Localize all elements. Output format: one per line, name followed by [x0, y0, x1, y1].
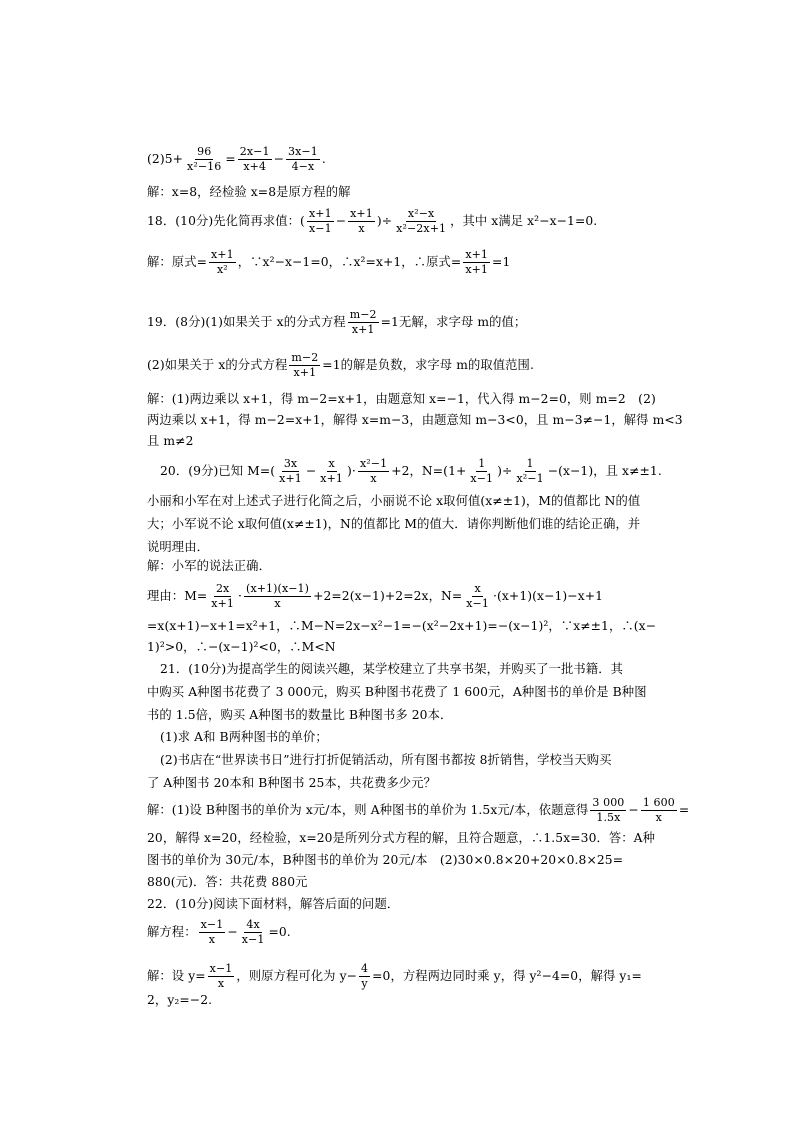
fraction-numerator: m−2 [349, 308, 377, 321]
fraction [358, 457, 389, 486]
text-run: − [628, 803, 639, 817]
problem-20-text [147, 539, 209, 555]
text-run: ，则原方程可化为 y− [236, 969, 358, 983]
text-run: 说明理由． [147, 540, 209, 554]
fraction-numerator: 2x [215, 582, 230, 595]
problem-22 [147, 896, 399, 912]
problem-21-text [147, 684, 647, 700]
fraction-denominator: x [370, 472, 377, 485]
text-run: =0，方程两边同时乘 y，得 y²−4=0，解得 y₁= [372, 969, 642, 983]
text-run: − [273, 152, 285, 166]
fraction [240, 918, 267, 947]
fraction [209, 248, 236, 277]
fraction-numerator: 4 [361, 962, 369, 975]
text-run: =0. [268, 925, 291, 939]
fraction-denominator: x² [216, 263, 228, 276]
fraction [590, 796, 626, 825]
text-run: (1)求 A和 B两种图书的单价； [160, 730, 328, 744]
solution-20-line [147, 618, 656, 634]
fraction-numerator: (x+1)(x−1) [246, 582, 310, 595]
text-run: 22．(10分)阅读下面材料，解答后面的问题． [147, 897, 400, 911]
solution-21-line [147, 874, 308, 890]
fraction [209, 582, 236, 611]
fraction-numerator: x+1 [211, 248, 234, 261]
solution-19-line [147, 412, 683, 428]
fraction-denominator: x+4 [243, 160, 267, 173]
fraction-numerator: 4x [246, 918, 260, 931]
text-run: 书的 1.5倍，购买 A种图书的数量比 B种图书多 20本． [147, 708, 453, 722]
text-run: 解方程： [147, 925, 197, 939]
text-run: 小丽和小军在对上述式子进行化简之后，小丽说不论 x取何值(x≠±1)，M的值都比 N的值 [147, 494, 641, 508]
text-run: 解：设 y= [147, 969, 206, 983]
fraction-denominator: x+1 [279, 472, 302, 485]
text-run: 解：x=8，经检验 x=8是原方程的解 [147, 185, 351, 199]
fraction-denominator: y [361, 977, 368, 990]
fraction-denominator: 4−x [291, 160, 315, 173]
fraction-numerator: x−1 [209, 962, 233, 975]
text-run: · [238, 589, 243, 603]
text-run: 大；小军说不论 x取何值(x≠±1)，N的值都比 M的值大．请你判断他们谁的结论正确，并 [147, 517, 641, 531]
fraction-numerator: x+1 [308, 207, 332, 220]
text-run: −(x−1)，且 x≠±1. [547, 464, 662, 478]
text-run: ，∵x²−x−1=0，∴x²=x+1，∴原式= [237, 255, 462, 269]
solution-21-line [147, 796, 689, 825]
fraction-numerator: x−1 [200, 918, 224, 931]
text-run: =1的解是负数，求字母 m的取值范围. [322, 358, 534, 372]
fraction-numerator: x+1 [465, 248, 489, 261]
text-run: . [321, 152, 326, 166]
fraction-denominator: x [208, 933, 216, 946]
fraction-denominator: x−1 [470, 472, 494, 485]
fraction [238, 145, 272, 174]
fraction [185, 145, 223, 174]
fraction-numerator: m−2 [291, 351, 319, 364]
solution-22-line [147, 992, 212, 1008]
problem-20 [160, 457, 662, 486]
solution-21-line [147, 830, 655, 846]
text-run: 1)²>0，∴−(x−1)²<0，∴M<N [147, 640, 336, 654]
text-run: 20．(9分)已知 M=( [160, 464, 276, 478]
fraction-denominator: x−1 [241, 933, 265, 946]
fraction-numerator: 3x [283, 457, 298, 470]
text-run: 图书的单价为 30元/本，B种图书的单价为 20元/本 (2)30×0.8×20+20×0.8×25= [147, 853, 624, 867]
fraction [286, 145, 320, 174]
fraction-denominator: x+1 [465, 263, 489, 276]
fraction-numerator: x [328, 457, 335, 470]
text-run: 理由：M= [147, 589, 208, 603]
fraction-numerator: 2x−1 [239, 145, 270, 158]
fraction-denominator: x−1 [308, 222, 332, 235]
fraction-numerator: x+1 [350, 207, 373, 220]
text-run: 19．(8分)(1)如果关于 x的分式方程 [147, 315, 346, 329]
fraction-numerator: 3x−1 [288, 145, 318, 158]
text-run: )· [347, 464, 356, 478]
fraction [289, 351, 320, 380]
fraction-denominator: x²−1 [516, 472, 544, 485]
fraction-denominator: x²−2x+1 [396, 222, 447, 235]
text-run: 解：(1)两边乘以 x+1，得 m−2=x+1，由题意知 x=−1，代入得 m−2=0，则 m=2 (2) [147, 392, 656, 406]
solution-18 [147, 248, 510, 277]
problem-19-part1 [147, 308, 526, 337]
text-run: 21．(10分)为提高学生的阅读兴趣，某学校建立了共享书架，并购买了一批书籍．其 [160, 662, 623, 676]
solution-20-line [147, 639, 336, 655]
solution-19-line [147, 433, 194, 449]
problem-21-part2 [147, 775, 436, 791]
fraction-numerator: x [474, 582, 481, 595]
text-run: (2)5+ [147, 152, 184, 166]
text-run: − [227, 925, 238, 939]
problem-21 [160, 661, 623, 677]
fraction [464, 582, 491, 611]
text-run: 中购买 A种图书花费了 3 000元，购买 B种图书花费了 1 600元，A种图书的单价是 B种图 [147, 685, 647, 699]
problem-21-part2 [160, 752, 612, 768]
fraction [514, 457, 545, 486]
fraction-numerator: 3 000 [592, 796, 625, 809]
solution-19-line [147, 391, 656, 407]
fraction-denominator: x [274, 597, 281, 610]
fraction-denominator: x²−16 [187, 160, 222, 173]
problem-20-text [147, 493, 640, 509]
text-run: (2)如果关于 x的分式方程 [147, 358, 288, 372]
text-run: (2)书店在“世界读书日”进行打折促销活动，所有图书都按 8折销售，学校当天购买 [160, 753, 612, 767]
text-run: = [678, 803, 690, 817]
fraction [307, 207, 334, 236]
text-run: 两边乘以 x+1，得 m−2=x+1，解得 x=m−3，由题意知 m−3<0，且 m−3≠−1，解得 m<3 [147, 413, 683, 427]
fraction-denominator: x+1 [320, 472, 344, 485]
solution-21-line [147, 852, 623, 868]
text-run: )÷ [497, 464, 513, 478]
fraction-denominator: x+1 [211, 597, 235, 610]
fraction [208, 962, 235, 991]
fraction-numerator: 1 600 [642, 796, 675, 809]
fraction [348, 207, 375, 236]
text-run: ，其中 x满足 x²−x−1=0. [450, 214, 598, 228]
solution-22-line [147, 962, 642, 991]
problem-19-part2 [147, 351, 534, 380]
fraction-denominator: x [358, 222, 365, 235]
problem-18 [147, 207, 597, 236]
text-run: =1 [492, 255, 511, 269]
solution-20-line [147, 558, 271, 574]
problem-22-equation [147, 918, 291, 947]
fraction-numerator: 1 [478, 457, 486, 470]
text-run: =1无解，求字母 m的值； [380, 315, 527, 329]
text-run: )÷ [376, 214, 393, 228]
text-run: − [335, 214, 347, 228]
fraction [394, 207, 448, 236]
fraction [199, 918, 226, 947]
fraction [348, 308, 379, 337]
fraction-denominator: x+1 [351, 323, 375, 336]
text-run: 且 m≠2 [147, 434, 194, 448]
text-run: 18．(10分)先化简再求值：( [147, 214, 305, 228]
text-run: 20，解得 x=20，经检验，x=20是所列分式方程的解，且符合题意，∴1.5x=30．答：A种 [147, 831, 656, 845]
fraction [277, 457, 304, 486]
text-run: =x(x+1)−x+1=x²+1，∴M−N=2x−x²−1=−(x²−2x+1)=−(x−1)²，∵x≠±1，∴(x− [147, 619, 657, 633]
text-run: +2，N=(1+ [391, 464, 467, 478]
solution-line [147, 184, 351, 200]
text-run: = [225, 152, 236, 166]
text-run: 了 A种图书 20本和 B种图书 25本，共花费多少元？ [147, 776, 436, 790]
problem-21-part1 [160, 729, 328, 745]
fraction [468, 457, 495, 486]
problem-21-text [147, 707, 452, 723]
text-run: ·(x+1)(x−1)−x+1 [492, 589, 604, 603]
fraction-denominator: x [217, 977, 225, 990]
fraction-denominator: x−1 [466, 597, 489, 610]
text-run: 880(元)．答：共花费 880元 [147, 875, 308, 889]
fraction-denominator: 1.5x [596, 811, 621, 824]
text-run: 2，y₂=−2. [147, 993, 213, 1007]
text-run: +2=2(x−1)+2=2x，N= [313, 589, 463, 603]
fraction [641, 796, 677, 825]
fraction-numerator: x²−1 [359, 457, 388, 470]
text-run: 解：(1)设 B种图书的单价为 x元/本，则 A种图书的单价为 1.5x元/本，依题意得 [147, 803, 589, 817]
fraction [318, 457, 345, 486]
fraction-numerator: 96 [197, 145, 212, 158]
text-run: 解：小军的说法正确． [147, 559, 271, 573]
fraction-numerator: x²−x [407, 207, 435, 220]
fraction-denominator: x+1 [293, 366, 317, 379]
fraction-denominator: x [655, 811, 662, 824]
solution-20-line [147, 582, 603, 611]
equation-line [147, 145, 326, 174]
text-run: − [305, 464, 317, 478]
text-run: 解：原式= [147, 255, 207, 269]
fraction-numerator: 1 [526, 457, 534, 470]
problem-20-text [147, 516, 640, 532]
fraction [463, 248, 490, 277]
fraction [359, 962, 370, 991]
fraction [244, 582, 311, 611]
